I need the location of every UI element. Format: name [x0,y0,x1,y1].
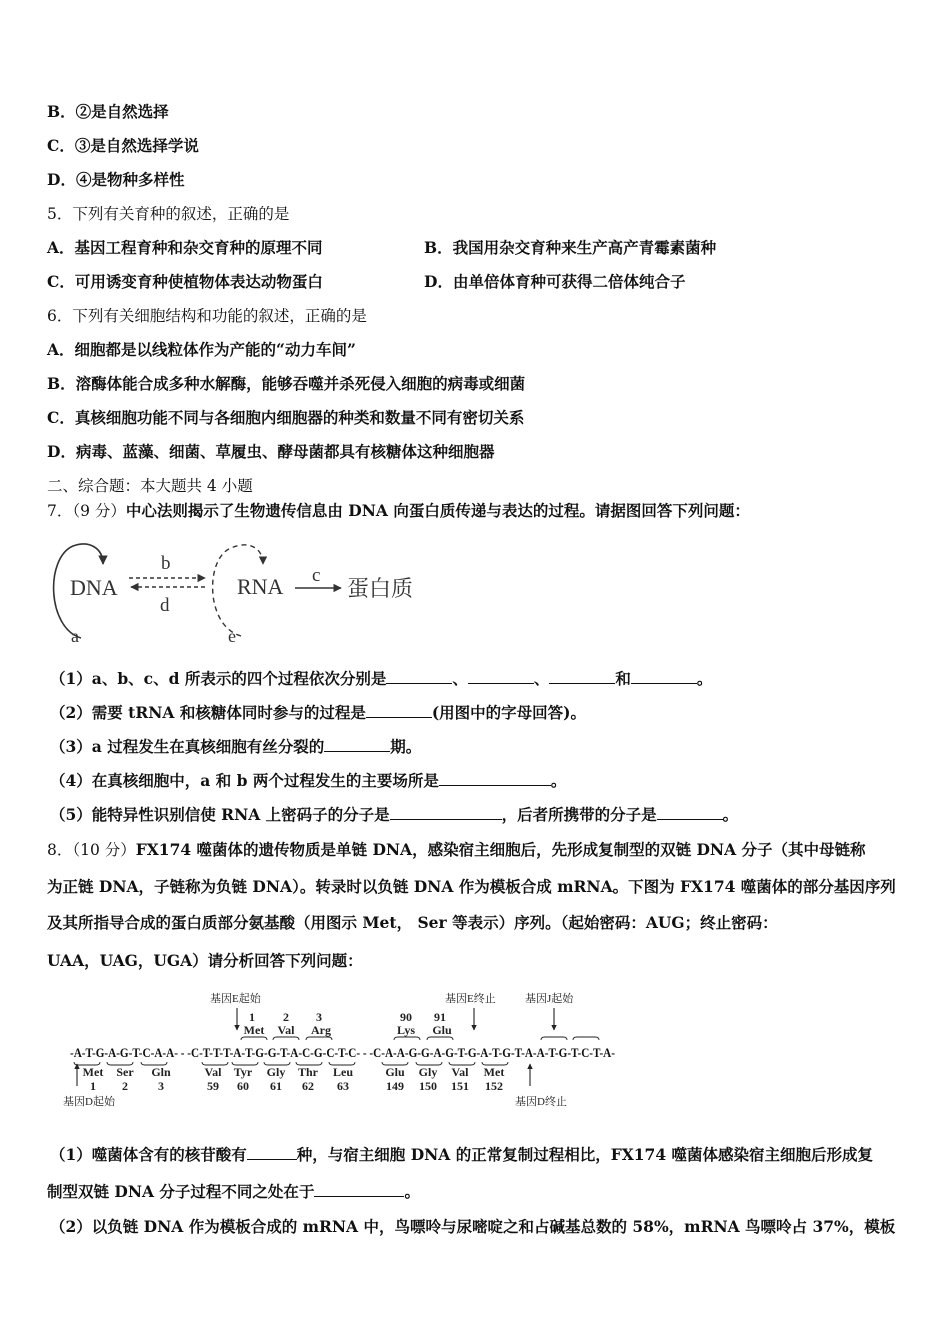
codon-brace [573,1037,599,1040]
codon-brace [541,1037,567,1040]
dna-label: DNA [70,575,118,600]
q6-option-c: C．真核细胞功能不同与各细胞内细胞器的种类和数量不同有密切关系 [47,408,525,427]
q8-stem-line4: UAA，UAG，UGA）请分析回答下列问题： [47,951,363,970]
option-d-prev: D．④是物种多样性 [47,170,185,189]
answer-blank[interactable] [657,805,723,820]
bottom-aa-num: 62 [302,1079,314,1093]
top-aa: Lys [396,1023,416,1037]
top-aa: Val [277,1023,295,1037]
answer-blank[interactable] [468,669,534,684]
label-c: c [312,565,321,586]
q5-stem: 5．下列有关育种的叙述，正确的是 [47,205,290,223]
label-a: a [71,626,79,646]
codon-brace [394,1037,420,1040]
codon-brace [273,1037,299,1040]
bottom-aa-num: 150 [419,1079,437,1093]
dna-sequence: -A-T-G-A-G-T-C-A-A- - -C-T-T-T-A-T-G-G-T-A-C-G-C-T-C- - -C-A-A-G-G-A-G-T-G-A-T-G-T-A-A-T-G-T-C-T-A- [70,1046,615,1060]
q5-option-c: C．可用诱变育种使植物体表达动物蛋白 [47,272,323,291]
answer-blank[interactable] [390,805,502,820]
bottom-aa-num: 152 [485,1079,503,1093]
top-aa-num: 91 [434,1010,446,1024]
q7-sub3: （3）a 过程发生在真核细胞有丝分裂的 期。 [50,737,422,756]
q8-sub2: （2）以负链 DNA 作为模板合成的 mRNA 中，鸟嘌呤与尿嘧啶之和占碱基总数的 58%，mRNA 鸟嘌呤占 37%，模板 [50,1217,896,1236]
bottom-aa-num: 151 [451,1079,469,1093]
q7-sub2: （2）需要 tRNA 和核糖体同时参与的过程是 (用图中的字母回答)。 [50,703,586,722]
label-e: e [228,626,236,646]
q6-option-b: B．溶酶体能合成多种水解酶，能够吞噬并杀死侵入细胞的病毒或细菌 [47,374,526,393]
bottom-aa: Gly [266,1065,286,1079]
gene-d-start-label: 基因D起始 [63,1096,115,1108]
gene-e-end-label: 基因E终止 [445,993,496,1005]
bottom-aa: Met [483,1065,505,1079]
answer-blank[interactable] [366,703,432,718]
bottom-aa-num: 2 [122,1079,128,1093]
bottom-aa-num: 61 [270,1079,282,1093]
top-aa-num: 90 [400,1010,412,1024]
answer-blank[interactable] [324,737,390,752]
q6-stem: 6．下列有关细胞结构和功能的叙述，正确的是 [47,307,367,325]
section-heading: 二、综合题：本大题共 4 小题 [47,477,253,495]
answer-blank[interactable] [439,771,551,786]
bottom-aa: Tyr [233,1065,253,1079]
q6-option-d: D．病毒、蓝藻、细菌、草履虫、酵母菌都具有核糖体这种细胞器 [47,442,495,461]
top-aa-num: 2 [283,1010,289,1024]
bottom-aa: Gly [418,1065,438,1079]
gene-e-start-label: 基因E起始 [210,993,261,1005]
q5-option-b: B．我国用杂交育种来生产高产青霉素菌种 [424,238,717,257]
top-aa: Glu [432,1023,452,1037]
q5-option-a: A．基因工程育种和杂交育种的原理不同 [47,238,323,257]
q7-sub1: （1）a、b、c、d 所表示的四个过程依次分别是 、 、 和 。 [50,669,713,688]
q7-sub4: （4）在真核细胞中，a 和 b 两个过程发生的主要场所是 。 [50,771,567,790]
q8-stem-line3: 及其所指导合成的蛋白质部分氨基酸（用图示 Met， Ser 等表示）序列。（起始密码：AUG；终止密码： [47,913,778,932]
top-aa-num: 1 [249,1010,255,1024]
answer-blank[interactable] [386,669,452,684]
bottom-aa: Gln [151,1065,171,1079]
q5-options-row2 [47,272,686,292]
bottom-aa-num: 59 [207,1079,219,1093]
answer-blank[interactable] [314,1182,404,1197]
top-aa: Met [243,1023,265,1037]
codon-brace [427,1037,453,1040]
bottom-aa-num: 3 [158,1079,164,1093]
q5-option-d: D．由单倍体育种可获得二倍体纯合子 [424,272,686,291]
bottom-aa-num: 63 [337,1079,349,1093]
answer-blank[interactable] [247,1145,297,1160]
label-d: d [160,595,170,616]
q8-stem-line1: 8．（10 分）FX174 噬菌体的遗传物质是单链 DNA，感染宿主细胞后，先形成复制型的双链 DNA 分子（其中母链称 [47,840,866,859]
q6-option-a: A．细胞都是以线粒体作为产能的“动力车间” [47,340,356,359]
bottom-aa: Leu [332,1065,354,1079]
gene-sequence-figure [60,990,630,1110]
answer-blank[interactable] [631,669,697,684]
bottom-aa-num: 149 [386,1079,404,1093]
q8-sub1-line2: 制型双链 DNA 分子过程不同之处在于 。 [47,1182,420,1201]
gene-j-start-label: 基因J起始 [525,993,574,1005]
answer-blank[interactable] [549,669,615,684]
label-b: b [161,553,171,574]
codon-brace [306,1037,332,1040]
bottom-aa: Met [82,1065,104,1079]
q5-options-row1 [47,238,717,258]
codon-brace [241,1037,267,1040]
q7-sub5: （5）能特异性识别信使 RNA 上密码子的分子是 ，后者所携带的分子是 。 [50,805,739,824]
bottom-aa: Val [204,1065,222,1079]
bottom-aa-num: 1 [90,1079,96,1093]
q8-sub1-line1: （1）噬菌体含有的核苷酸有 种，与宿主细胞 DNA 的正常复制过程相比，FX174 噬菌体感染宿主细胞后形成复 [50,1145,874,1164]
protein-label: 蛋白质 [347,577,414,602]
top-aa: Arg [311,1023,331,1037]
bottom-aa: Glu [385,1065,405,1079]
central-dogma-diagram [45,538,445,650]
rna-label: RNA [237,574,284,599]
bottom-aa-num: 60 [237,1079,249,1093]
bottom-aa: Val [451,1065,469,1079]
bottom-aa: Thr [297,1065,319,1079]
gene-d-end-label: 基因D终止 [515,1096,567,1108]
q8-stem-line2: 为正链 DNA，子链称为负链 DNA）。转录时以负链 DNA 作为模板合成 mRNA。下图为 FX174 噬菌体的部分基因序列 [47,877,896,896]
option-b-prev: B．②是自然选择 [47,102,169,121]
bottom-aa: Ser [116,1065,134,1079]
top-aa-num: 3 [316,1010,322,1024]
q7-stem: 7．（9 分）中心法则揭示了生物遗传信息由 DNA 向蛋白质传递与表达的过程。请据图回答下列问题： [47,501,750,520]
option-c-prev: C．③是自然选择学说 [47,136,199,155]
